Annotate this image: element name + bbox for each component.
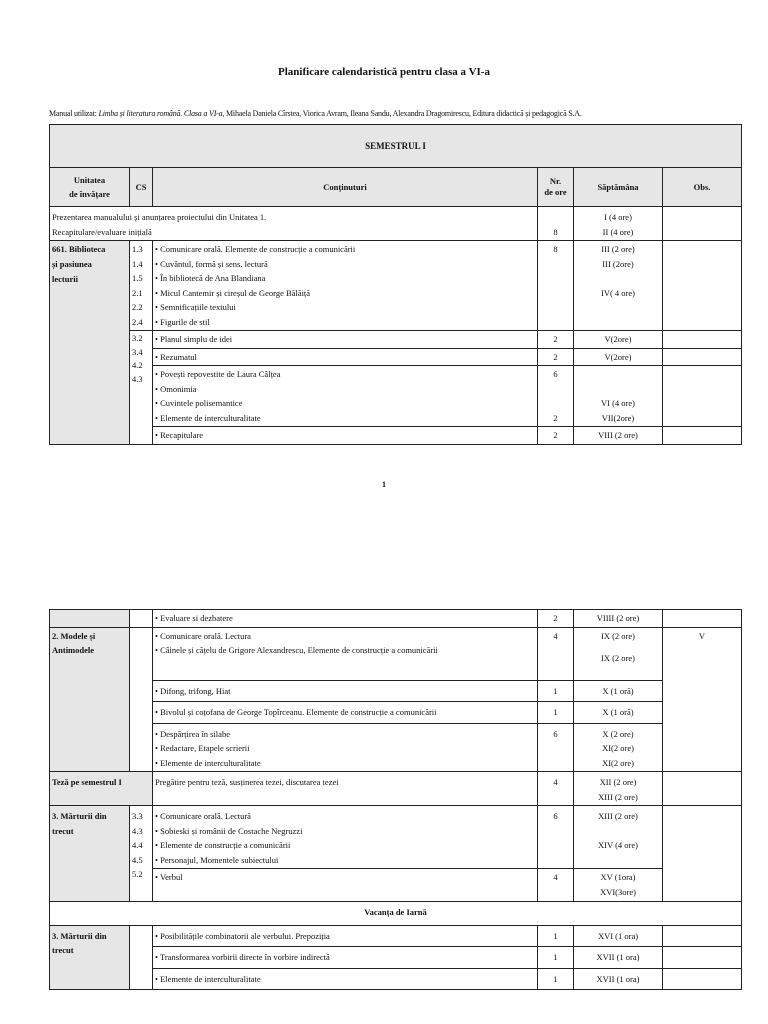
unit-3-label: 3. Mărturii din trecut — [50, 806, 130, 902]
header-unit: Unitatea de învățare — [50, 168, 130, 207]
header-obs: Obs. — [663, 168, 742, 207]
content-unit2-d: • Despărțirea în silabe • Redactare, Etapele scrierii • Elemente de interculturalitate — [153, 723, 538, 772]
cs-unit-3b — [130, 925, 153, 990]
hours-unit3b-1: 1 — [538, 925, 574, 947]
hours-unit3b-3: 1 — [538, 968, 574, 990]
weeks-block-2: VI (4 ore) VII(2ore) — [574, 366, 663, 427]
obs-rezumat — [663, 348, 742, 366]
obs-block-1 — [663, 241, 742, 331]
week-eval: VIIII (2 ore) — [574, 610, 663, 628]
obs-eval — [663, 610, 742, 628]
manual-prefix: Manual utilizat: — [49, 109, 99, 118]
hours-plan: 2 — [538, 331, 574, 349]
weeks-block-1: III (2 ore) III (2ore) IV( 4 ore) — [574, 241, 663, 331]
content-unit3b-3: • Elemente de interculturalitate — [153, 968, 538, 990]
table-row-plan — [50, 331, 742, 349]
obs-unit-2: V — [663, 627, 742, 772]
table-row-unit3b-1 — [50, 925, 742, 947]
content-unit3-a: • Comunicare orală. Lectură • Sobieski și românii de Costache Negruzzi • Elemente de construcție a comunicării • Personajul, Momentele subiectului — [153, 806, 538, 869]
page-number: 1 — [382, 480, 386, 489]
obs-unit3b-2 — [663, 947, 742, 969]
weeks-unit3-b: XV (1ora) XVI(3ore) — [574, 869, 663, 902]
content-unit3b-2: • Transformarea vorbirii directe în vorbire indirectă — [153, 947, 538, 969]
table-row-recap — [50, 427, 742, 445]
hours-eval: 2 — [538, 610, 574, 628]
teza-weeks: XII (2 ore) XIII (2 ore) — [574, 772, 663, 806]
weeks-unit3-a: XIII (2 ore) XIV (4 ore) — [574, 806, 663, 869]
content-unit2-b: • Difong, trifong, Hiat — [153, 680, 538, 702]
table-row-block2 — [50, 366, 742, 427]
cs-cont-cell — [130, 610, 153, 628]
table-header-row — [50, 168, 742, 207]
content-unit3-b: • Verbul — [153, 869, 538, 902]
content-unit3b-1: • Posibilitățile combinatorii ale verbului. Prepoziția — [153, 925, 538, 947]
week-unit3b-1: XVI (1 ora) — [574, 925, 663, 947]
content-recap: • Recapitulare — [153, 427, 538, 445]
content-unit2-c: • Bivolul și coțofana de George Topîrceanu. Elemente de construcție a comunicării — [153, 702, 538, 724]
table-row-vacation — [50, 902, 742, 926]
unit-cont-cell — [50, 610, 130, 628]
week-plan: V(2ore) — [574, 331, 663, 349]
teza-obs — [663, 772, 742, 806]
unit-1-label: 661. Biblioteca și pasiunea lecturii — [50, 241, 130, 445]
table-row-unit3-a — [50, 806, 742, 869]
content-block-2: • Povești repovestite de Laura Câlțea • Omonimia • Cuvintele polisemantice • Elemente de interculturalitate — [153, 366, 538, 427]
content-rezumat: • Rezumatul — [153, 348, 538, 366]
content-block-1: • Comunicare orală. Elemente de construcție a comunicării • Cuvântul, formă și sens. lectură • În bibliotecă de Ana Blandiana • Micul Cantemir și cireșul de George Bălăiță • Semnificațiile textului • Figurile de stil — [153, 241, 538, 331]
obs-unit3b-1 — [663, 925, 742, 947]
intro-hours: 8 — [538, 207, 574, 241]
table-row-teza — [50, 772, 742, 806]
week-unit2-c: X (1 oră) — [574, 702, 663, 724]
week-unit2-b: X (1 oră) — [574, 680, 663, 702]
cs-unit-2 — [130, 627, 153, 772]
intro-weeks: I (4 ore) II (4 ore) — [574, 207, 663, 241]
week-rezumat: V(2ore) — [574, 348, 663, 366]
planning-table-page-2 — [49, 609, 742, 990]
hours-unit3-b: 4 — [538, 869, 574, 902]
teza-hours: 4 — [538, 772, 574, 806]
header-cs: CS — [130, 168, 153, 207]
hours-rezumat: 2 — [538, 348, 574, 366]
manual-book-title: Limba și literatura română. Clasa a VI-a — [98, 109, 223, 118]
hours-unit3-a: 6 — [538, 806, 574, 869]
obs-unit-3 — [663, 806, 742, 902]
manual-authors: , Mihaela Daniela Cîrstea, Viorica Avram, Ileana Sandu, Alexandra Dragomirescu, Editura didactică și pedagogică S.A. — [222, 109, 582, 118]
table-row-unit3b-3 — [50, 968, 742, 990]
table-row-unit3-b — [50, 869, 742, 902]
planning-table-page-1 — [49, 124, 742, 445]
hours-unit2-a: 4 — [538, 627, 574, 680]
table-row-rezumat — [50, 348, 742, 366]
obs-recap — [663, 427, 742, 445]
week-recap: VIII (2 ore) — [574, 427, 663, 445]
weeks-unit2-d: X (2 ore) XI(2 ore) XI(2 ore) — [574, 723, 663, 772]
hours-unit2-d: 6 — [538, 723, 574, 772]
obs-unit3b-3 — [663, 968, 742, 990]
hours-unit2-b: 1 — [538, 680, 574, 702]
table-row-unit3b-2 — [50, 947, 742, 969]
semester-header: SEMESTRUL I — [50, 125, 742, 168]
table-row-unit2-c — [50, 702, 742, 724]
header-content: Conținuturi — [153, 168, 538, 207]
teza-content: Pregătire pentru teză, susținerea tezei, discutarea tezei — [153, 772, 538, 806]
table-row-unit2-b — [50, 680, 742, 702]
obs-plan — [663, 331, 742, 349]
unit-3b-label: 3. Mărturii din trecut — [50, 925, 130, 990]
cs-list-2: 3.2 3.4 4.2 4.3 — [130, 331, 153, 445]
teza-label: Teză pe semestrul I — [50, 772, 153, 806]
table-row-eval — [50, 610, 742, 628]
content-unit2-a: • Comunicare orală. Lectura • Câinele și cățelu de Grigore Alexandrescu, Elemente de construcție a comunicării — [153, 627, 538, 680]
cs-unit-3: 3.3 4.3 4.4 4.5 5.2 — [130, 806, 153, 902]
weeks-unit2-a: IX (2 ore) IX (2 ore) — [574, 627, 663, 680]
content-plan: • Planul simplu de idei — [153, 331, 538, 349]
manual-info — [49, 109, 749, 118]
hours-block-2: 6 2 — [538, 366, 574, 427]
intro-obs — [663, 207, 742, 241]
hours-unit2-c: 1 — [538, 702, 574, 724]
unit-2-label: 2. Modele și Antimodele — [50, 627, 130, 772]
header-hours: Nr. de ore — [538, 168, 574, 207]
week-unit3b-2: XVII (1 ora) — [574, 947, 663, 969]
hours-unit3b-2: 1 — [538, 947, 574, 969]
content-eval: • Evaluare si dezbatere — [153, 610, 538, 628]
week-unit3b-3: XVII (1 ora) — [574, 968, 663, 990]
table-row-unit2-d — [50, 723, 742, 772]
hours-recap: 2 — [538, 427, 574, 445]
table-row-intro — [50, 207, 742, 241]
vacation-banner: Vacanța de Iarnă — [50, 902, 742, 926]
hours-block-1: 8 — [538, 241, 574, 331]
header-week: Săptămâna — [574, 168, 663, 207]
table-row-block1 — [50, 241, 742, 331]
cs-list-1: 1.3 1.4 1.5 2.1 2.2 2.4 — [130, 241, 153, 331]
table-row-unit2-a — [50, 627, 742, 680]
intro-content: Prezentarea manualului și anunțarea proiectului din Unitatea 1. Recapitulare/evaluare inițială — [50, 207, 538, 241]
obs-block-2 — [663, 366, 742, 427]
document-title: Planificare calendaristică pentru clasa a VI-a — [278, 66, 490, 78]
